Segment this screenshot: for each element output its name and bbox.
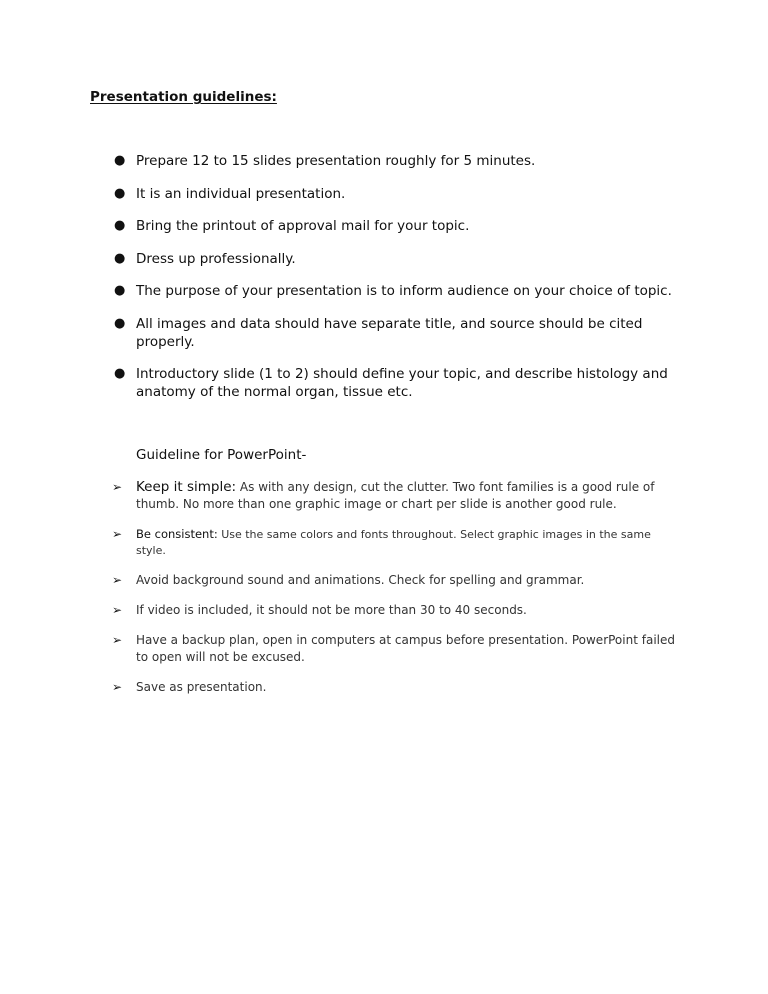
list-item: [0, 526, 768, 559]
arrow-bullet-icon: ➢: [112, 573, 123, 587]
powerpoint-guideline-list: [0, 479, 768, 709]
document-title: Presentation guidelines:: [90, 89, 277, 105]
list-item-text: It is an individual presentation.: [136, 185, 346, 202]
list-item: [0, 315, 768, 351]
list-item-text: Bring the printout of approval mail for your topic.: [136, 218, 470, 234]
list-item-text: The purpose of your presentation is to inform audience on your choice of topic.: [136, 283, 672, 299]
powerpoint-subheading: Guideline for PowerPoint-: [136, 447, 307, 463]
list-item: [0, 602, 768, 619]
bullet-icon: ●: [114, 153, 126, 168]
guideline-bullet-list: [0, 152, 768, 416]
list-item: [0, 572, 768, 589]
list-item: [0, 152, 768, 170]
list-item: [0, 282, 768, 300]
list-item-lead: Be consistent:: [136, 527, 218, 541]
list-item: [0, 479, 768, 513]
list-item-text: Save as presentation.: [136, 680, 267, 694]
bullet-icon: ●: [114, 315, 126, 331]
list-item: [0, 632, 768, 666]
list-item-text: Prepare 12 to 15 slides presentation roughly for 5 minutes.: [136, 153, 536, 169]
arrow-bullet-icon: ➢: [112, 527, 123, 541]
list-item-text: Introductory slide (1 to 2) should define your topic, and describe histology and anatomy of the normal organ, tissue etc.: [136, 366, 668, 400]
list-item: [0, 217, 768, 235]
bullet-icon: ●: [114, 218, 126, 233]
bullet-icon: ●: [114, 185, 126, 201]
bullet-icon: ●: [114, 250, 126, 266]
list-item: [0, 185, 768, 203]
list-item: [0, 250, 768, 268]
arrow-bullet-icon: ➢: [112, 633, 123, 647]
list-item-text: Avoid background sound and animations. Check for spelling and grammar.: [136, 573, 585, 587]
list-item-lead: Keep it simple:: [136, 479, 237, 495]
list-item: [0, 679, 768, 696]
list-item: [0, 365, 768, 401]
list-item-text: All images and data should have separate title, and source should be cited properly.: [136, 315, 643, 350]
list-item-text: Dress up professionally.: [136, 250, 296, 267]
arrow-bullet-icon: ➢: [112, 480, 123, 494]
bullet-icon: ●: [114, 283, 126, 298]
list-item-text: Have a backup plan, open in computers at campus before presentation. PowerPoint failed to open will not be excused.: [136, 633, 675, 664]
arrow-bullet-icon: ➢: [112, 603, 123, 617]
arrow-bullet-icon: ➢: [112, 680, 123, 694]
list-item-text: As with any design, cut the clutter. Two font families is a good rule of thumb. No more than one graphic image or chart per slide is another good rule.: [136, 480, 655, 511]
list-item-text: If video is included, it should not be more than 30 to 40 seconds.: [136, 603, 527, 617]
bullet-icon: ●: [114, 366, 126, 381]
list-item-text: Use the same colors and fonts throughout. Select graphic images in the same style.: [136, 528, 651, 557]
